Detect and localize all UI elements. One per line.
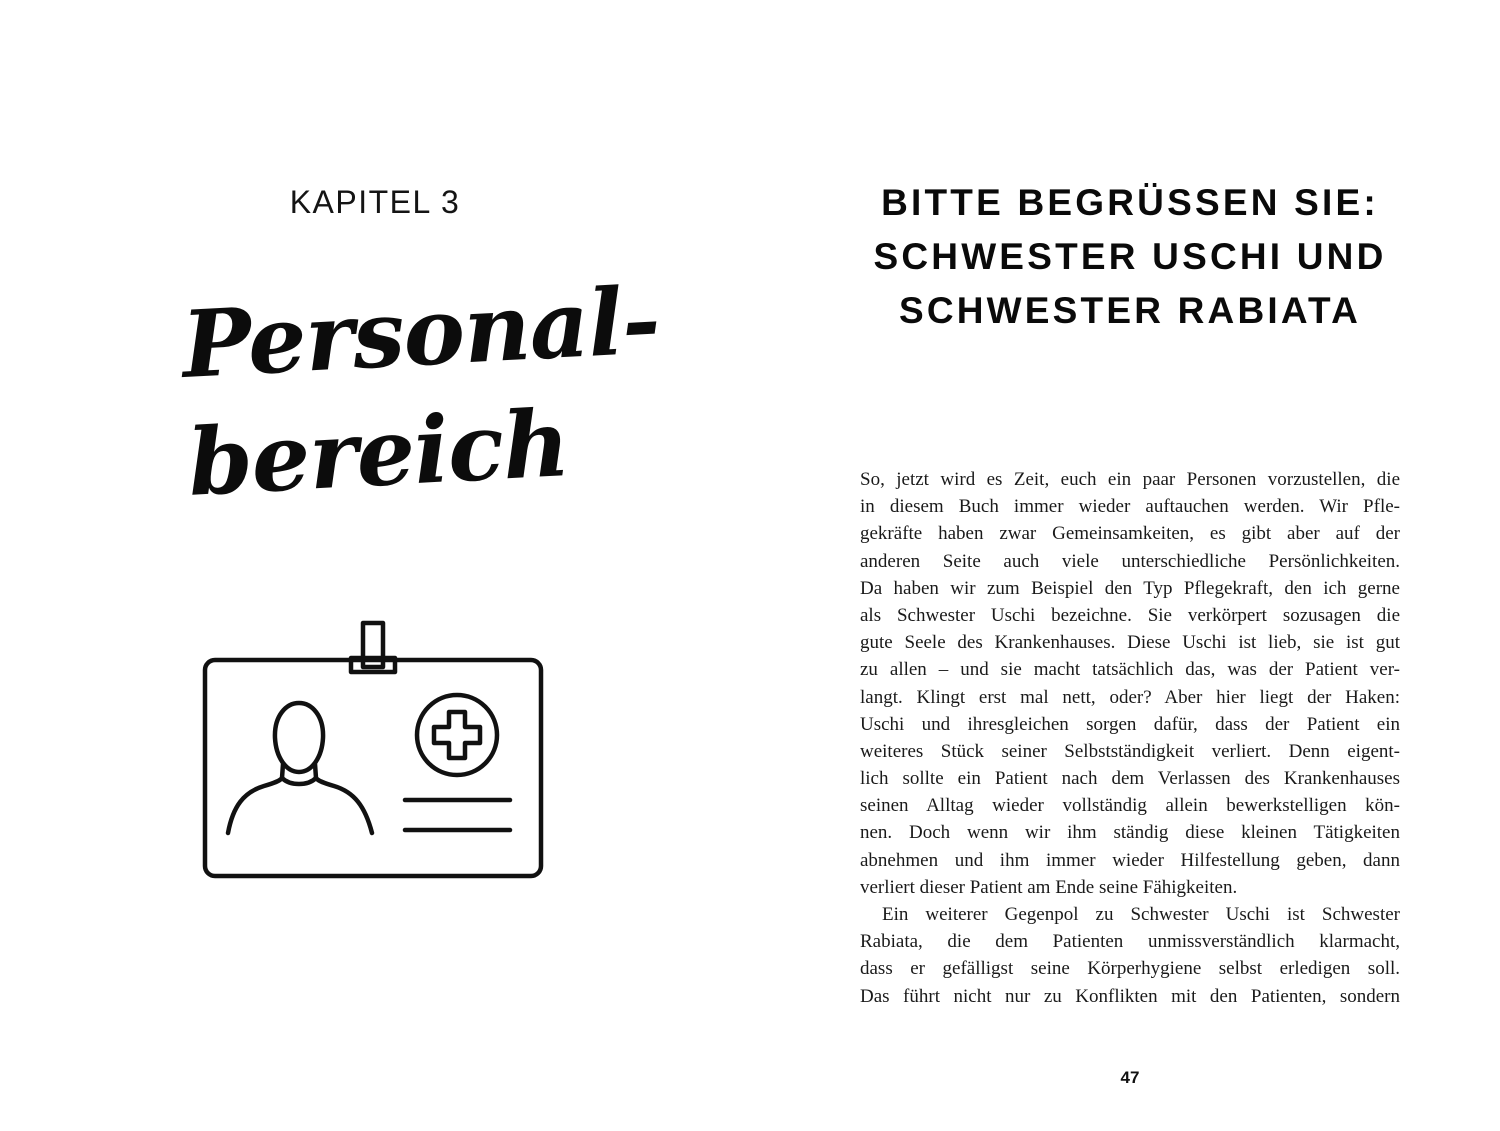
right-page: [750, 0, 1500, 1131]
text-line: anderen Seite auch viele unterschiedliche Persönlichkeiten.: [860, 550, 1400, 572]
text-line: verliert dieser Patient am Ende seine Fähigkeiten.: [860, 876, 1238, 898]
paragraph-1: [860, 466, 1400, 901]
text-line: zu allen – und sie macht tatsächlich das, was der Patient ver-: [860, 659, 1400, 681]
page-number: 47: [1120, 1068, 1140, 1087]
section-heading-line-1: BITTE BEGRÜSSEN SIE:: [881, 182, 1379, 223]
text-line: So, jetzt wird es Zeit, euch ein paar Personen vorzustellen, die: [860, 469, 1400, 490]
text-line: in diesem Buch immer wieder auftauchen werden. Wir Pfle-: [860, 496, 1400, 518]
text-line: Uschi und ihresgleichen sorgen dafür, dass der Patient ein: [860, 713, 1400, 735]
text-line: nen. Doch wenn wir ihm ständig diese kleinen Tätigkeiten: [860, 822, 1400, 844]
chapter-title-line-1: Personal-: [179, 266, 662, 399]
text-line: lich sollte ein Patient nach dem Verlassen des Krankenhauses: [860, 768, 1400, 790]
text-line: Ein weiterer Gegenpol zu Schwester Uschi ist Schwester: [882, 904, 1400, 925]
text-line: gekräfte haben zwar Gemeinsamkeiten, es gibt aber auf der: [860, 523, 1400, 545]
text-line: langt. Klingt erst mal nett, oder? Aber hier liegt der Haken:: [860, 686, 1400, 708]
section-heading-line-3: SCHWESTER RABIATA: [898, 290, 1362, 331]
section-heading: [860, 176, 1400, 338]
text-line: abnehmen und ihm immer wieder Hilfestellung geben, dann: [860, 849, 1400, 871]
text-line: Das führt nicht nur zu Konflikten mit den Patienten, sondern: [860, 985, 1400, 1007]
paragraph-2: [860, 901, 1400, 1010]
chapter-title-line-2: bereich: [185, 389, 572, 517]
text-line: seinen Alltag wieder vollständig allein bewerkstelligen kön-: [860, 795, 1400, 817]
text-line: dass er gefälligst seine Körperhygiene selbst erledigen soll.: [860, 958, 1400, 980]
chapter-label: KAPITEL 3: [289, 184, 461, 220]
section-heading-line-2: SCHWESTER USCHI UND: [873, 236, 1387, 277]
text-line: Rabiata, die dem Patienten unmissverständlich klarmacht,: [860, 931, 1400, 953]
text-line: Da haben wir zum Beispiel den Typ Pflegekraft, den ich gerne: [860, 577, 1400, 599]
text-line: gute Seele des Krankenhauses. Diese Uschi ist lieb, sie ist gut: [860, 632, 1400, 654]
id-badge-with-medical-cross-icon: [200, 620, 546, 882]
text-line: als Schwester Uschi bezeichne. Sie verkörpert sozusagen die: [860, 604, 1400, 626]
text-line: weiteres Stück seiner Selbstständigkeit verliert. Denn eigent-: [860, 740, 1400, 762]
chapter-title: [179, 266, 662, 522]
body-text: [860, 466, 1400, 1010]
